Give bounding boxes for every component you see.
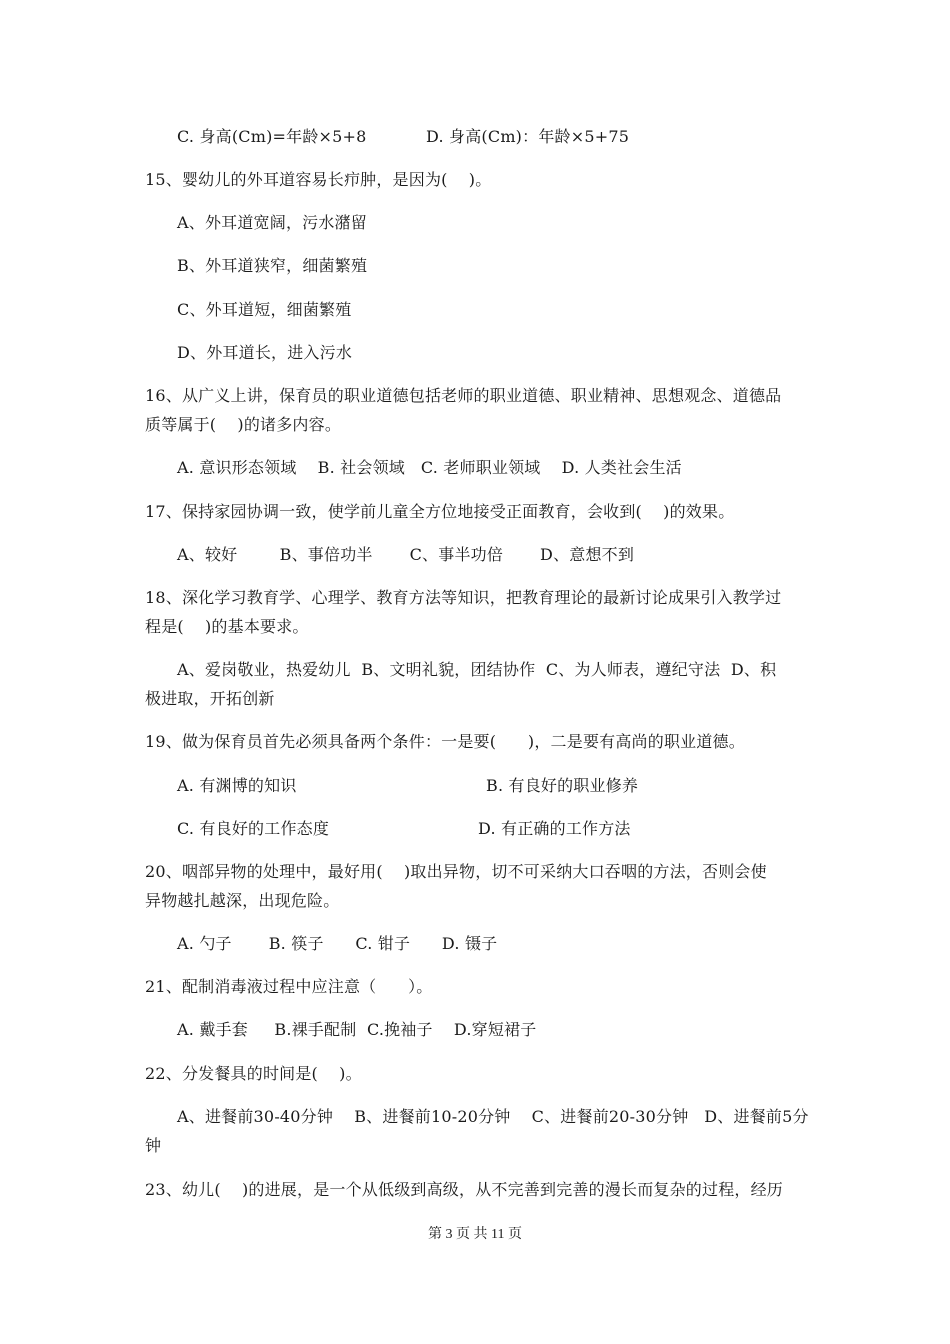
q14-option-d: D. 身高(Cm)：年龄×5+75	[426, 127, 630, 146]
q19-stem: 19、做为保育员首先必须具备两个条件：一是要( )，二是要有高尚的职业道德。	[145, 732, 745, 751]
q15-option-a: A、外耳道宽阔，污水潴留	[177, 213, 367, 232]
q19-option-d: D. 有正确的工作方法	[478, 819, 631, 838]
q18-options-line-1: A、爱岗敬业，热爱幼儿 B、文明礼貌，团结协作 C、为人师表，遵纪守法 D、积	[177, 660, 777, 679]
q18-stem-line-2: 程是( )的基本要求。	[145, 617, 309, 636]
page-footer: 第 3 页 共 11 页	[428, 1227, 522, 1242]
q16-options: A. 意识形态领域 B. 社会领域 C. 老师职业领域 D. 人类社会生活	[177, 458, 682, 477]
q16-stem-line-2: 质等属于( )的诸多内容。	[145, 415, 342, 434]
q18-options-line-2: 极进取，开拓创新	[145, 689, 275, 708]
q22-stem: 22、分发餐具的时间是( )。	[145, 1064, 362, 1083]
q20-options: A. 勺子 B. 筷子 C. 钳子 D. 镊子	[177, 934, 498, 953]
q14-option-c: C. 身高(Cm)=年龄×5+8	[177, 127, 367, 146]
q17-options: A、较好 B、事倍功半 C、事半功倍 D、意想不到	[177, 545, 635, 564]
q15-option-b: B、外耳道狭窄，细菌繁殖	[177, 256, 368, 275]
q20-stem-line-2: 异物越扎越深，出现危险。	[145, 891, 340, 910]
q19-option-b: B. 有良好的职业修养	[486, 776, 639, 795]
q22-options-line-2: 钟	[145, 1136, 162, 1155]
q21-options: A. 戴手套 B.裸手配制 C.挽袖子 D.穿短裙子	[177, 1020, 537, 1039]
q17-stem: 17、保持家园协调一致，使学前儿童全方位地接受正面教育，会收到( )的效果。	[145, 502, 735, 521]
q21-stem: 21、配制消毒液过程中应注意（ ）。	[145, 977, 433, 996]
q16-stem-line-1: 16、从广义上讲，保育员的职业道德包括老师的职业道德、职业精神、思想观念、道德品	[145, 386, 782, 405]
q15-option-d: D、外耳道长，进入污水	[177, 343, 353, 362]
q19-option-a: A. 有渊博的知识	[177, 776, 297, 795]
q23-stem-line-1: 23、幼儿( )的进展，是一个从低级到高级，从不完善到完善的漫长而复杂的过程，经历	[145, 1180, 783, 1199]
q22-options-line-1: A、进餐前30-40分钟 B、进餐前10-20分钟 C、进餐前20-30分钟 D、进餐前5分	[177, 1107, 809, 1126]
q15-stem: 15、婴幼儿的外耳道容易长疖肿，是因为( )。	[145, 170, 492, 189]
q19-option-c: C. 有良好的工作态度	[177, 819, 330, 838]
q18-stem-line-1: 18、深化学习教育学、心理学、教育方法等知识，把教育理论的最新讨论成果引入教学过	[145, 588, 782, 607]
q20-stem-line-1: 20、咽部异物的处理中，最好用( )取出异物，切不可采纳大口吞咽的方法，否则会使	[145, 862, 767, 881]
q15-option-c: C、外耳道短，细菌繁殖	[177, 300, 352, 319]
